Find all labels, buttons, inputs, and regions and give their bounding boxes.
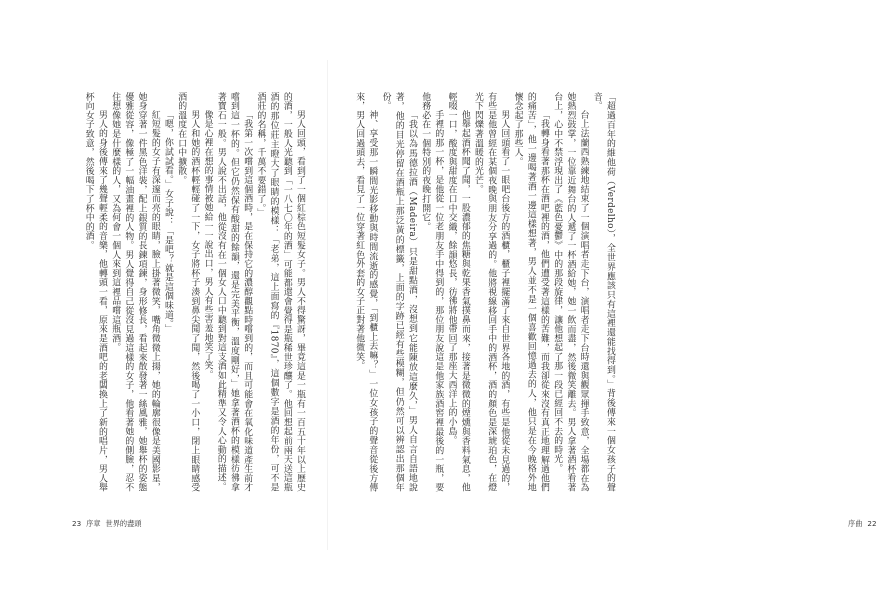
right-page-number: 22: [867, 519, 877, 528]
left-paragraph-4: 男人和她的酒杯輕輕碰了一下，女子將杯子湊到鼻尖聞了聞，然後喝了一小口，閉上眼睛感受酒的溫度在口中擴散。: [176, 92, 200, 492]
left-paragraph-1: 男人回頭，看到了一個紅棕色短髮女子。男人不得驚訝，畢竟這是一瓶有一百五十年以上歷史的酒，一般人光聽到「一八七〇年的酒」可能都還會覺得是瓶稀世珍釀了。他回想起前兩天送這瓶酒的那位莊主瞪大了眼睛的模樣：「老弟，這上面寫的『1870』，這個數字是酒的年份，可不是酒莊的名稱，千萬不要錯了。」: [255, 92, 305, 492]
left-paragraph-5: 「嗯，你試試看。」女子說：「是吧？就是這個味道。」: [162, 109, 173, 334]
left-page-text: [56, 92, 306, 492]
right-page-folio: [848, 519, 877, 529]
right-paragraph-5: 手裡的那一杯，是他從一位老朋友手中得到的，那位朋友說這是他家族酒窖裡最後的一瓶，要他務必在一個特別的夜晚打開它。: [420, 92, 444, 492]
left-page-folio: [72, 519, 142, 529]
right-page: [328, 0, 877, 609]
left-paragraph-6: 紅短髮的女子有深邃而亮的眼睛，臉上掛著微笑，嘴角微微上揚，她的輪廓很像是美國影星，她身穿著一件黑色洋裝，配上銀質的長鍊項鍊，身形修長，看起來散發著一絲風雅，她舉杯的姿態優雅從容，像極了一幅油畫裡的人物。男人覺得自己從沒見過這樣的女子，他看著她的側臉，忍不住想像她是什麼樣的人，又為何會一個人來到這裡品嚐這瓶酒。: [110, 92, 160, 492]
right-paragraph-2: 「我轉身看著那杯在酒吧裡的酒，他們遭受著這樣的苦難，而我卻從來沒有真正地理解過他們的痛苦」，他一邊喝著酒一邊這樣想著，男人並不是一個喜歡回憶過去的人，他只是在今晚格外地懷念起了那些人。: [512, 92, 549, 492]
right-paragraph-4: 他舉起酒杯聞了聞，一股濃郁的焦糖與乾果香氣撲鼻而來，接著是微微的煙燻與香料氣息，他輕啜一口，酸度與甜度在口中交織，餘韻悠長，彷彿將他帶回了那座大西洋上的小島。: [446, 92, 470, 492]
left-folio-section: 序章: [86, 519, 101, 528]
left-paragraph-2: 「我第一次嚐到這個酒時，是在保持它的濃醇觀點時嚐到的，而且可能會在氧化味道產生前才嚐到這一杯的。但它仍然保有酸甜的餘韻，還是完美平衡，溫度剛好，」她拿著酒杯的模樣彷彿拿著寶石一般。男人說不出話，他從沒有在一個女人口中聽到對這支酒如此精準又令人心動的描述。: [215, 92, 253, 492]
left-folio-title: 世界的盡頭: [105, 519, 142, 528]
right-quote: 「超過百年的維他荷（Verdelho），全世界應該只有這裡還能找得到。」背後傳來一個女孩子的聲音。: [591, 92, 615, 492]
right-paragraph-7: 神、享受那一瞬間光影移動與時間流逝的感覺，「到櫃上去嘛？」一位女孩子的聲音從後方傳來，男人回過頭去，看見了一位穿著紅色外套的女子正對著他微笑。: [354, 92, 378, 492]
left-page: [0, 0, 327, 609]
left-paragraph-3: 像是心裡在想的事情被她給一一說出口，男人有些害羞地笑了笑。: [202, 109, 213, 380]
left-page-number: 23: [72, 519, 82, 528]
right-paragraph-1: 台上法蘭西熟練地結束了一個演唱者走下台，演唱者走下台時還與觀眾揮手致意，全場都在為她熱烈鼓掌，一位靠近舞台的人遞了一杯酒給她，她一飲而盡，然後微笑離去。男人拿著酒杯看著台上，心中不禁浮現出了《藍色憂鬱》中的那段旋律，讓他想起了那一段已經回不去的時光。: [552, 92, 589, 492]
right-folio-label: 序曲: [848, 519, 863, 528]
right-paragraph-6: 「我以為馬德拉酒（Madeira）只是甜點酒，沒想到它能陳放這麼久，」男人自言自語地說著，他的目光停留在酒瓶上那泛黃的標籤，上面的字跡已經有些模糊，但仍然可以辨認出那個年份。: [380, 92, 417, 492]
right-paragraph-3: 男人回頭看了一眼吧台後方的酒櫃，櫃子裡擺滿了來自世界各地的酒，有些是他從未見過的，有些是他曾經在某個夜晚與朋友分享過的。他將視線移回手中的酒杯，酒的顏色是深琥珀色，在燈光下閃爍著溫暖的光芒。: [472, 92, 510, 492]
right-page-text: [348, 92, 616, 492]
left-paragraph-7: 男人的身後傳來了幾聲輕柔的音樂，他轉頭一看，原來是酒吧的老闆換上了新的唱片，男人舉杯向女子致意，然後喝下了杯中的酒。: [83, 92, 107, 492]
